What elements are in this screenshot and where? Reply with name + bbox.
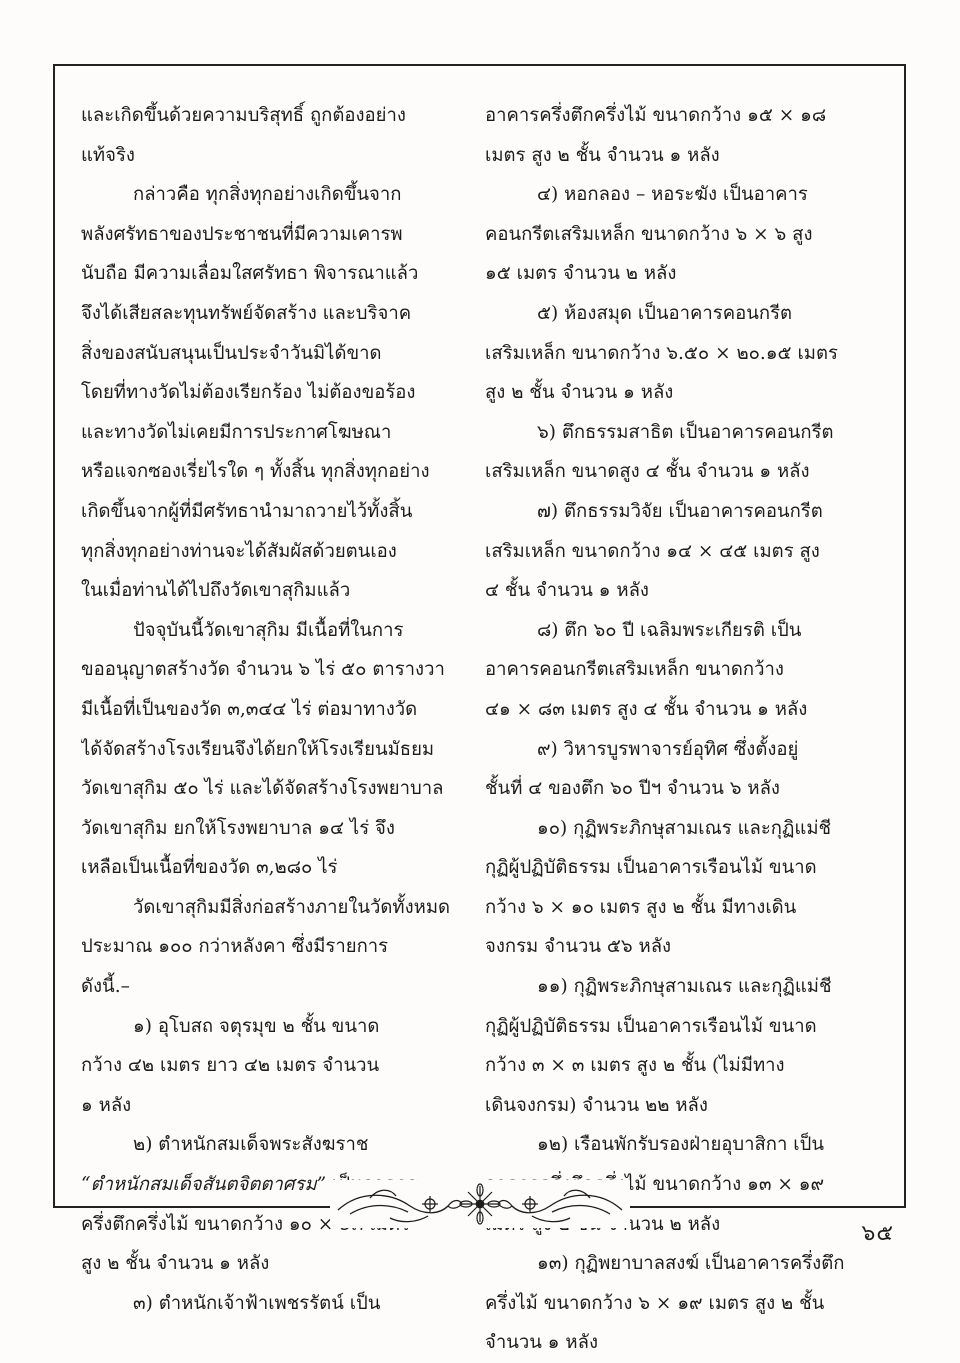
text-line: เสริมเหล็ก ขนาดกว้าง ๖.๕๐ × ๒๐.๑๕ เมตร <box>485 342 838 364</box>
text-line: ๒) ตำหนักสมเด็จพระสังฆราช <box>133 1134 369 1156</box>
page-number: ๖๕ <box>861 1221 894 1246</box>
text-line: อาคารครึ่งตึกครึ่งไม้ ขนาดกว้าง ๑๕ × ๑๘ <box>485 105 827 126</box>
text-line: สูง ๒ ชั้น จำนวน ๑ หลัง <box>485 382 674 404</box>
text-line: และเกิดขึ้นด้วยความบริสุทธิ์ ถูกต้องอย่าง <box>81 105 406 126</box>
text-line: เมตร สูง ๒ ชั้น จำนวน ๑ หลัง <box>485 144 720 166</box>
text-line: พลังศรัทธาของประชาชนที่มีความเคารพ <box>81 223 403 245</box>
text-line: ๑) อุโบสถ จตุรมุข ๒ ชั้น ขนาด <box>133 1015 380 1037</box>
text-line: เดินจงกรม) จำนวน ๒๒ หลัง <box>485 1094 708 1116</box>
text-line: ๑๑) กุฏิพระภิกษุสามเณร และกุฏิแม่ชี <box>537 976 832 998</box>
text-line: เหลือเป็นเนื้อที่ของวัด ๓,๒๘๐ ไร่ <box>81 857 338 879</box>
text-line: ครึ่งไม้ ขนาดกว้าง ๖ × ๑๙ เมตร สูง ๒ ชั้น <box>485 1292 825 1314</box>
text-line: ๔ ชั้น จำนวน ๑ หลัง <box>485 580 649 602</box>
text-line: วัดเขาสุกิม ยกให้โรงพยาบาล ๑๔ ไร่ จึง <box>81 817 395 839</box>
floral-ornament <box>330 1180 630 1228</box>
text-line: คอนกรีตเสริมเหล็ก ขนาดกว้าง ๖ × ๖ สูง <box>485 223 813 245</box>
text-line: แท้จริง <box>81 144 135 166</box>
left-text-column <box>81 96 462 1323</box>
text-line: ๑ หลัง <box>81 1094 132 1116</box>
text-line: จำนวน ๑ หลัง <box>485 1332 598 1354</box>
text-line: โดยที่ทางวัดไม่ต้องเรียกร้อง ไม่ต้องขอร้อง <box>81 382 416 404</box>
text-line: ทุกสิ่งทุกอย่างท่านจะได้สัมผัสด้วยตนเอง <box>81 540 397 562</box>
text-line: ได้จัดสร้างโรงเรียนจึงได้ยกให้โรงเรียนมัธยม <box>81 738 435 760</box>
text-line: ในเมื่อท่านได้ไปถึงวัดเขาสุกิมแล้ว <box>81 580 351 602</box>
text-line: ๖) ตึกธรรมสาธิต เป็นอาคารคอนกรีต <box>537 421 834 443</box>
text-line: กว้าง ๖ × ๑๐ เมตร สูง ๒ ชั้น มีทางเดิน <box>485 896 797 918</box>
text-line: “ตำหนักสมเด็จสันตจิตตาศรม” เป็นอาคาร <box>81 1174 417 1196</box>
text-line: ครึ่งตึกครึ่งไม้ ขนาดกว้าง ๑๐ × ๑๓ เมตร <box>81 1213 410 1235</box>
text-line: จงกรม จำนวน ๕๖ หลัง <box>485 936 672 958</box>
text-line: มีเนื้อที่เป็นของวัด ๓,๓๔๔ ไร่ ต่อมาทางวัด <box>81 698 418 720</box>
text-line: ประมาณ ๑๐๐ กว่าหลังคา ซึ่งมีรายการ <box>81 936 389 958</box>
text-line: ขออนุญาตสร้างวัด จำนวน ๖ ไร่ ๕๐ ตารางวา <box>81 659 445 681</box>
text-line: กว้าง ๓ × ๓ เมตร สูง ๒ ชั้น (ไม่มีทาง <box>485 1055 785 1077</box>
text-line: เสริมเหล็ก ขนาดสูง ๔ ชั้น จำนวน ๑ หลัง <box>485 461 810 483</box>
text-line: และทางวัดไม่เคยมีการประกาศโฆษณา <box>81 421 392 443</box>
page-border-frame <box>53 64 906 1354</box>
text-line: ๑๕ เมตร จำนวน ๒ หลัง <box>485 263 677 285</box>
text-line: วัดเขาสุกิม ๕๐ ไร่ และได้จัดสร้างโรงพยาบาล <box>81 778 444 800</box>
text-line: กว้าง ๔๒ เมตร ยาว ๔๒ เมตร จำนวน <box>81 1055 380 1077</box>
text-line: กุฏิผู้ปฏิบัติธรรม เป็นอาคารเรือนไม้ ขนาด <box>485 857 817 879</box>
text-line: สิ่งของสนับสนุนเป็นประจำวันมิได้ขาด <box>81 342 382 364</box>
text-line: ชั้นที่ ๔ ของตึก ๖๐ ปีฯ จำนวน ๖ หลัง <box>485 778 780 800</box>
italic-quote: “ตำหนักสมเด็จสันตจิตตาศรม” <box>81 1174 327 1196</box>
text-line: ดังนี้.– <box>81 976 130 998</box>
text-line: เกิดขึ้นจากผู้ที่มีศรัทธานำมาถวายไว้ทั้งสิ้น <box>81 500 413 522</box>
text-line: กล่าวคือ ทุกสิ่งทุกอย่างเกิดขึ้นจาก <box>133 184 402 206</box>
text-line: หรือแจกซองเรี่ยไรใด ๆ ทั้งสิ้น ทุกสิ่งทุกอย่าง <box>81 461 430 483</box>
text-line: ๘) ตึก ๖๐ ปี เฉลิมพระเกียรติ เป็น <box>537 619 802 641</box>
text-line: ๕) ห้องสมุด เป็นอาคารคอนกรีต <box>537 302 793 324</box>
text-line: ปัจจุบันนี้วัดเขาสุกิม มีเนื้อที่ในการ <box>133 619 404 641</box>
text-line: เสริมเหล็ก ขนาดกว้าง ๑๔ × ๔๕ เมตร สูง <box>485 540 820 562</box>
text-line: ๑๐) กุฏิพระภิกษุสามเณร และกุฏิแม่ชี <box>537 817 832 839</box>
text-line: ๑๓) กุฏิพยาบาลสงฆ์ เป็นอาคารครึ่งตึก <box>537 1253 845 1275</box>
text-line: กุฏิผู้ปฏิบัติธรรม เป็นอาคารเรือนไม้ ขนาด <box>485 1015 817 1037</box>
text-line: ๓) ตำหนักเจ้าฟ้าเพชรรัตน์ เป็น <box>133 1292 381 1314</box>
text-line: ๔) หอกลอง – หอระฆัง เป็นอาคาร <box>537 184 808 206</box>
text-line: ๙) วิหารบูรพาจารย์อุทิศ ซึ่งตั้งอยู่ <box>537 738 799 760</box>
text-line: วัดเขาสุกิมมีสิ่งก่อสร้างภายในวัดทั้งหมด <box>133 896 451 918</box>
text-line: อาคารครึ่งตึกครึ่งไม้ ขนาดกว้าง ๑๓ × ๑๙ <box>485 1174 825 1196</box>
text-line: จึงได้เสียสละทุนทรัพย์จัดสร้าง และบริจาค <box>81 302 412 324</box>
text-line: เมตร สูง ๒ ชั้น จำนวน ๒ หลัง <box>485 1213 721 1235</box>
text-line: ๔๑ × ๘๓ เมตร สูง ๔ ชั้น จำนวน ๑ หลัง <box>485 698 808 720</box>
text-line: ๗) ตึกธรรมวิจัย เป็นอาคารคอนกรีต <box>537 500 823 522</box>
text-line: นับถือ มีความเลื่อมใสศรัทธา พิจารณาแล้ว <box>81 263 419 285</box>
right-text-column <box>485 96 861 1363</box>
text-line: สูง ๒ ชั้น จำนวน ๑ หลัง <box>81 1253 270 1275</box>
text-line: ๑๒) เรือนพักรับรองฝ่ายอุบาสิกา เป็น <box>537 1134 824 1156</box>
text-line: อาคารคอนกรีตเสริมเหล็ก ขนาดกว้าง <box>485 659 784 681</box>
